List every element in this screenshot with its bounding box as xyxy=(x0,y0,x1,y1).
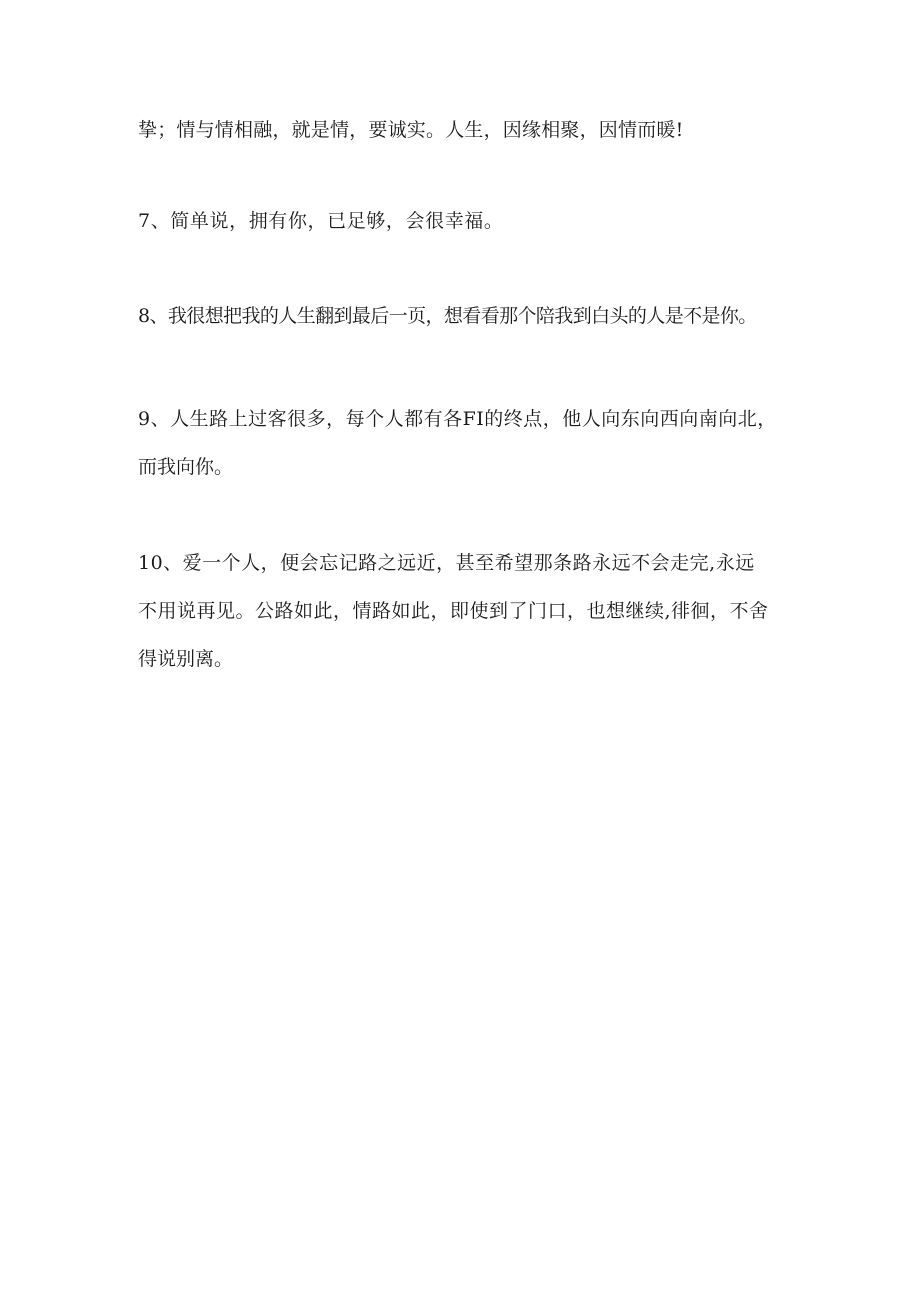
text-item-10-line-1: 10、爱一个人，便会忘记路之远近，甚至希望那条路永远不会走完,永远 xyxy=(138,552,755,574)
text-item-7: 7、简单说，拥有你，已足够，会很幸福。 xyxy=(138,210,504,232)
text-item-9-line-1: 9、人生路上过客很多，每个人都有各FI的终点，他人向东向西向南向北， xyxy=(138,408,777,430)
text-item-9-line-2: 而我向你。 xyxy=(138,456,234,478)
text-item-8: 8、我很想把我的人生翻到最后一页，想看看那个陪我到白头的人是不是你。 xyxy=(138,305,757,327)
text-line-continuation: 挚；情与情相融，就是情，要诚实。人生，因缘相聚，因情而暖! xyxy=(138,119,684,141)
text-item-10-line-3: 得说别离。 xyxy=(138,648,234,670)
text-item-10-line-2: 不用说再见。公路如此，情路如此，即使到了门口，也想继续,徘徊，不舍 xyxy=(138,600,769,622)
